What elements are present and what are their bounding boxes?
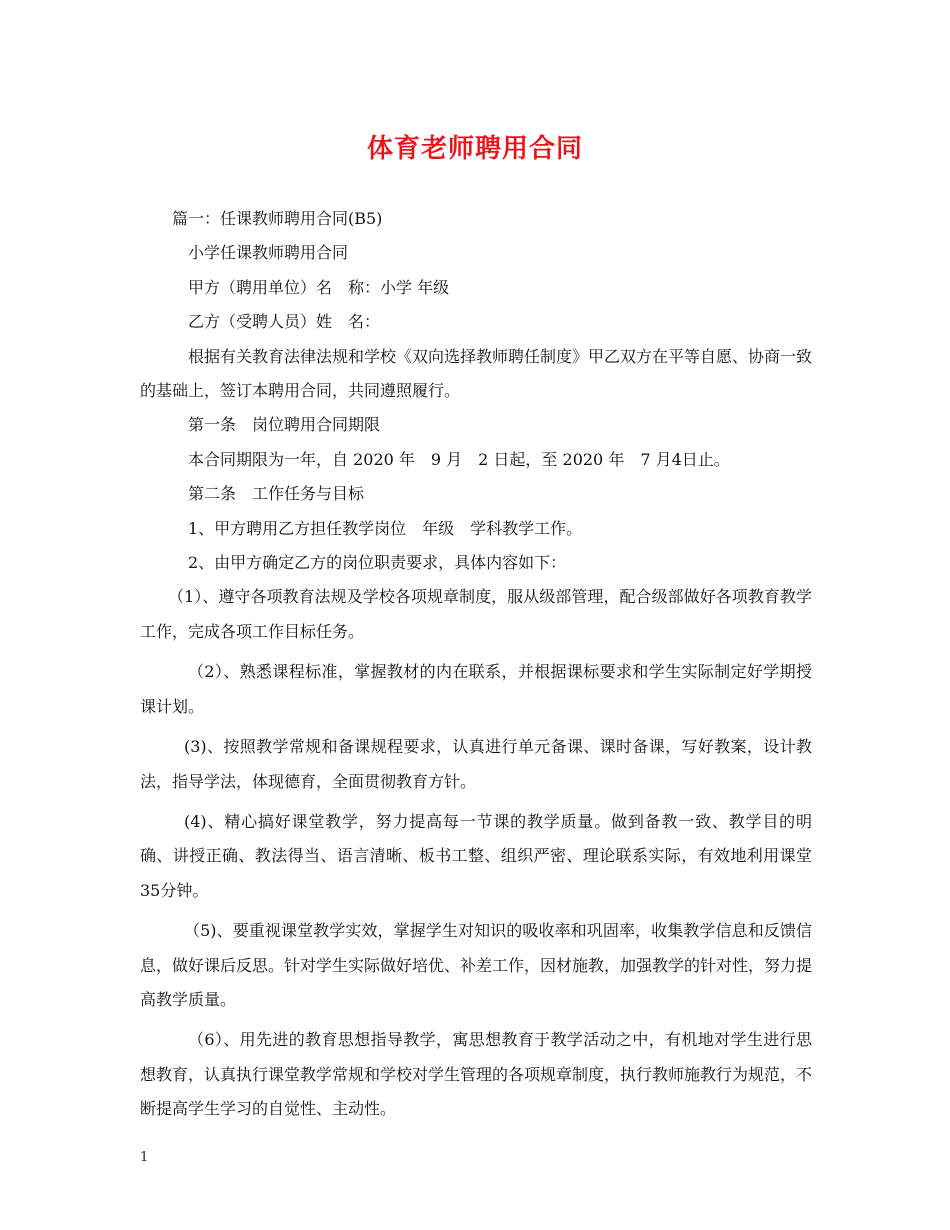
document-title: 体育老师聘用合同 [366,134,583,164]
duty-item-5: （5)、要重视课堂教学实效，掌握学生对知识的吸收率和巩固率，收集教学信息和反馈信息，做好课后反思。针对学生实际做好培优、补差工作，因材施教，加强教学的针对性，努力提高教学质量。 [140,921,813,1009]
clause-2: 2、由甲方确定乙方的岗位职责要求，具体内容如下： [188,553,567,573]
duty-item-6: （6）、用先进的教育思想指导教学，寓思想教育于教学活动之中，有机地对学生进行思想教育，认真执行课堂教学常规和学校对学生管理的各项规章制度，执行教师施教行为规范，不断提高学生学习的自觉性、主动性。 [140,1030,813,1119]
page-number: 1 [140,1150,149,1165]
contract-subtitle: 小学任课教师聘用合同 [188,243,349,263]
clause-1: 1、甲方聘用乙方担任教学岗位 年级 学科教学工作。 [188,518,583,538]
article-1-heading: 第一条 岗位聘用合同期限 [188,415,381,435]
duty-item-3: (3)、按照教学常规和备课规程要求，认真进行单元备课、课时备课，写好教案，设计教法，指导学法，体现德育，全面贯彻教育方针。 [140,737,812,791]
article-2-heading: 第二条 工作任务与目标 [188,484,365,504]
term-paragraph: 本合同期限为一年，自 2020 年 9 月 2 日起，至 2020 年 7 月4日止。 [188,449,730,469]
duty-item-2: （2）、熟悉课程标准，掌握教材的内在联系，并根据课标要求和学生实际制定好学期授课计划。 [140,662,812,716]
duty-item-1: （1）、遵守各项教育法规及学校各项规章制度，服从级部管理，配合级部做好各项教育教学工作，完成各项工作目标任务。 [140,587,812,641]
party-b-line: 乙方（受聘人员）姓 名： [188,312,381,332]
preamble-paragraph: 根据有关教育法律法规和学校《双向选择教师聘任制度》甲乙双方在平等自愿、协商一致的基础上，签订本聘用合同，共同遵照履行。 [140,346,813,401]
document-body [140,202,812,1127]
section-heading: 篇一：任课教师聘用合同(B5) [172,209,383,228]
duty-item-4: (4)、精心搞好课堂教学，努力提高每一节课的教学质量。做到备教一致、教学目的明确、讲授正确、教法得当、语言清晰、板书工整、组织严密、理论联系实际，有效地利用课堂35分钟。 [140,811,812,900]
party-a-line: 甲方（聘用单位）名 称：小学 年级 [188,277,450,297]
